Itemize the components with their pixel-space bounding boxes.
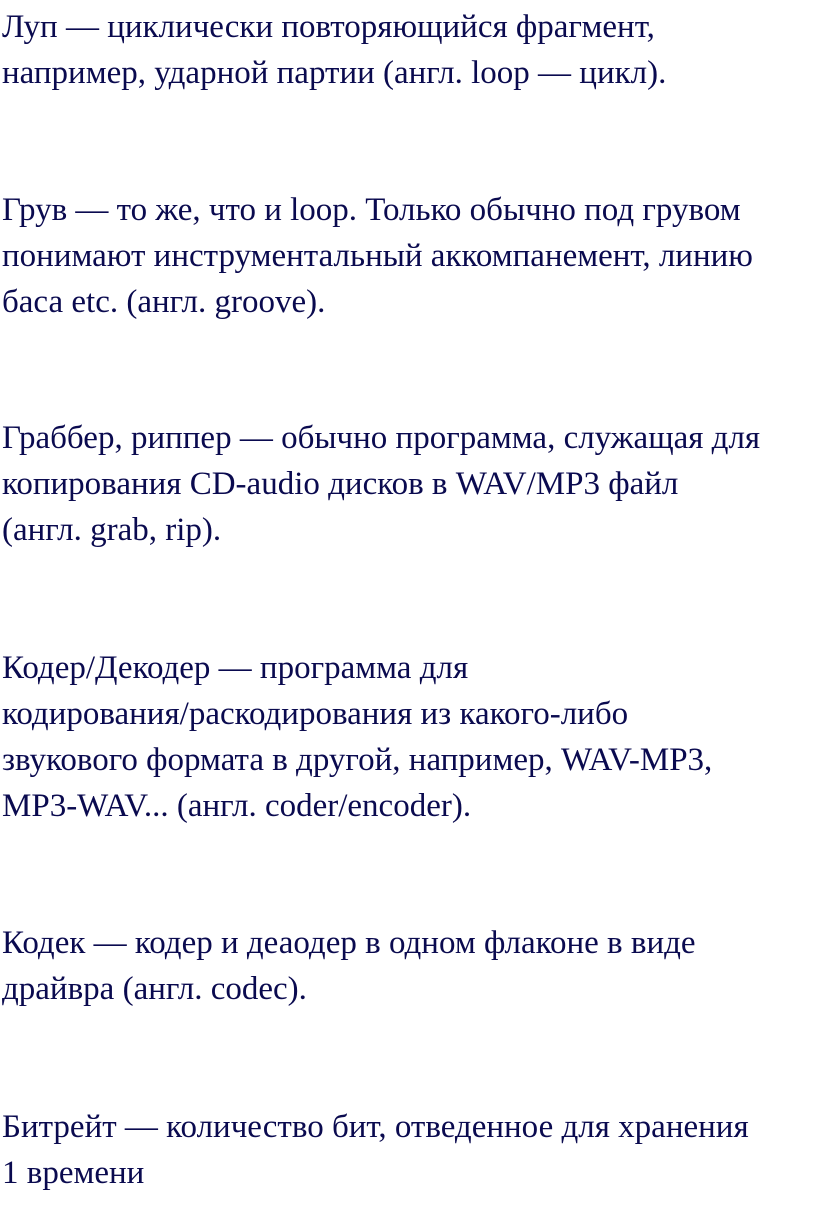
text-line: 1 времени [2, 1155, 145, 1191]
glossary-entry-loop [2, 4, 814, 96]
text-line: баса etc. (англ. groove). [2, 284, 326, 320]
text-line: Кодер/Декодер — программа для [2, 650, 469, 686]
text-line: например, ударной партии (англ. loop — цикл). [2, 55, 667, 91]
text-line: (англ. grab, rip). [2, 512, 222, 548]
text-line: Граббер, риппер — обычно программа, служащая для [2, 420, 761, 456]
text-line: звукового формата в другой, например, WAV-MP3, [2, 742, 713, 778]
glossary-entry-bitrate [2, 1104, 814, 1196]
text-line: кодирования/раскодирования из какого-либо [2, 696, 629, 732]
text-line: копирования CD-audio дисков в WAV/MP3 файл [2, 466, 679, 502]
text-line: Грув — то же, что и loop. Только обычно под грувом [2, 192, 741, 228]
text-line: Кодек — кодер и деаодер в одном флаконе в виде [2, 925, 696, 961]
glossary-entry-codec [2, 920, 814, 1012]
text-line: понимают инструментальный аккомпанемент, линию [2, 238, 753, 274]
text-line: Битрейт — количество бит, отведенное для хранения [2, 1109, 749, 1145]
glossary-entry-coder-decoder [2, 645, 814, 829]
glossary-entry-grabber [2, 415, 814, 553]
text-line: MP3-WAV... (англ. coder/encoder). [2, 788, 472, 824]
text-line: драйвра (англ. codec). [2, 971, 307, 1007]
text-line: Луп — циклически повторяющийся фрагмент, [2, 9, 655, 45]
glossary-entry-groove [2, 187, 814, 325]
